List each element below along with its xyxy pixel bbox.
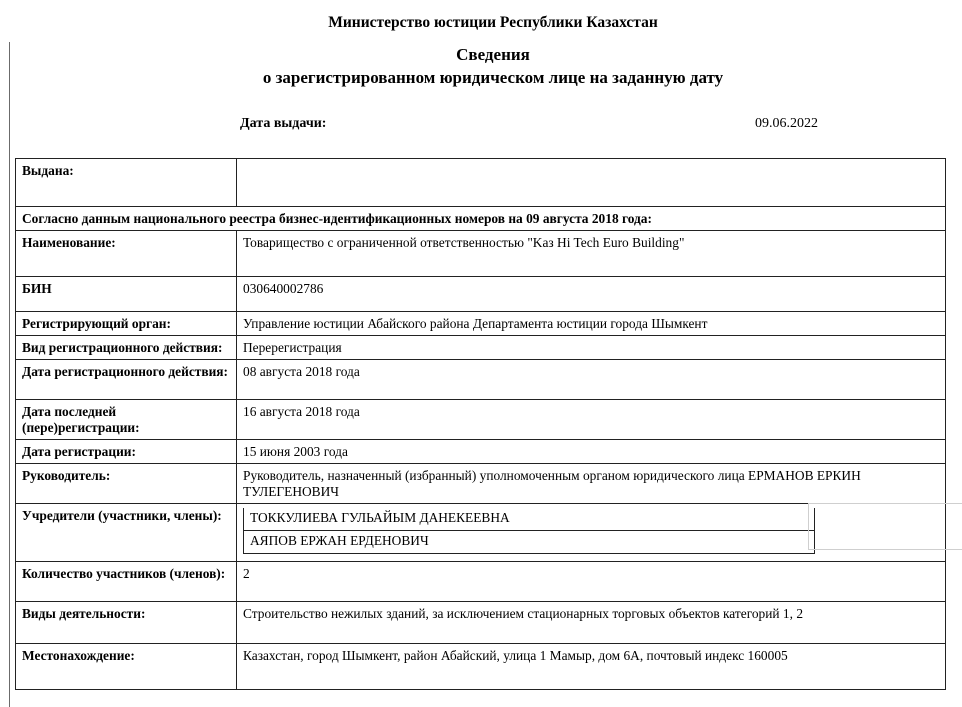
issue-date-label: Дата выдачи: [240,116,327,131]
action-type-value: Перерегистрация [237,336,946,360]
founders-label: Учредители (участники, члены): [16,504,237,562]
founders-list [243,508,815,554]
row-reg-date [16,440,946,464]
action-type-label: Вид регистрационного действия: [16,336,237,360]
issued-to-label: Выдана: [16,159,237,207]
issue-date-value: 09.06.2022 [755,116,818,131]
activity-label: Виды деятельности: [16,602,237,644]
founder-row [244,508,815,531]
location-value: Казахстан, город Шымкент, район Абайский, улица 1 Мамыр, дом 6А, почтовый индекс 160005 [237,644,946,690]
row-section [16,207,946,231]
registry-section-heading: Согласно данным национального реестра бизнес-идентификационных номеров на 09 августа 2018 года: [16,207,946,231]
head-label: Руководитель: [16,464,237,504]
action-date-label: Дата регистрационного действия: [16,360,237,400]
members-count-value: 2 [237,562,946,602]
ministry-header: Министерство юстиции Республики Казахстан [328,14,658,31]
document-title: Сведения [456,45,530,64]
row-activity [16,602,946,644]
page-left-border [9,42,10,707]
members-count-label: Количество участников (членов): [16,562,237,602]
row-location [16,644,946,690]
row-members-count [16,562,946,602]
founders-overflow-frame [808,503,962,550]
row-head [16,464,946,504]
bin-value: 030640002786 [237,277,946,312]
reg-body-value: Управление юстиции Абайского района Департамента юстиции города Шымкент [237,312,946,336]
founder-name: ТОККУЛИЕВА ГУЛЬАЙЫМ ДАНЕКЕЕВНА [244,508,815,531]
row-reg-body [16,312,946,336]
name-label: Наименование: [16,231,237,277]
row-name [16,231,946,277]
bin-label: БИН [16,277,237,312]
row-action-date [16,360,946,400]
head-value: Руководитель, назначенный (избранный) уполномоченным органом юридического лица ЕРМАНОВ ЕРКИН ТУЛЕГЕНОВИЧ [237,464,946,504]
location-label: Местонахождение: [16,644,237,690]
reg-date-value: 15 июня 2003 года [237,440,946,464]
activity-value: Строительство нежилых зданий, за исключением стационарных торговых объектов категорий 1, 2 [237,602,946,644]
reg-date-label: Дата регистрации: [16,440,237,464]
reg-body-label: Регистрирующий орган: [16,312,237,336]
founder-row [244,531,815,554]
row-issued-to [16,159,946,207]
document-subtitle: о зарегистрированном юридическом лице на заданную дату [262,68,724,87]
issued-to-value [237,159,946,207]
name-value: Товарищество с ограниченной ответственностью "Kaз Hi Tech Euro Building" [237,231,946,277]
action-date-value: 08 августа 2018 года [237,360,946,400]
row-action-type [16,336,946,360]
last-rereg-value: 16 августа 2018 года [237,400,946,440]
founder-name: АЯПОВ ЕРЖАН ЕРДЕНОВИЧ [244,531,815,554]
row-founders [16,504,946,562]
row-last-rereg [16,400,946,440]
registry-info-table [15,158,946,690]
row-bin [16,277,946,312]
last-rereg-label: Дата последней (пере)регистрации: [16,400,237,440]
